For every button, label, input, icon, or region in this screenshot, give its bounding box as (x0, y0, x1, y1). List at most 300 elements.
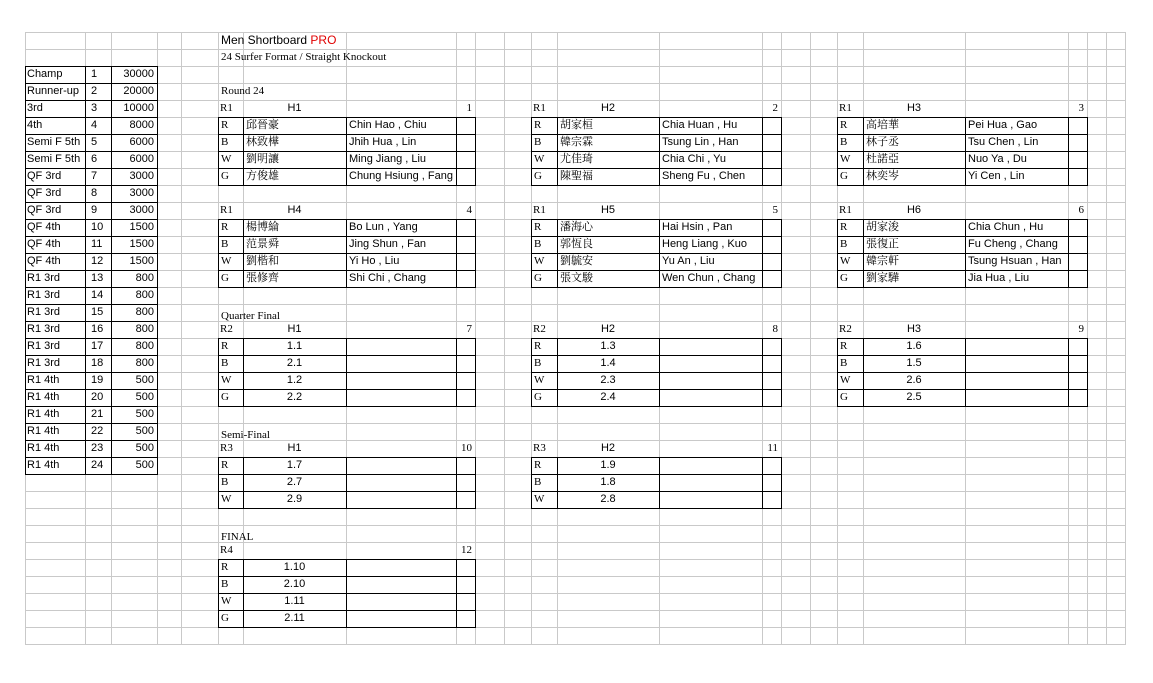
rank-points: 500 (135, 425, 154, 437)
jersey-color: G (534, 391, 542, 403)
jersey-color: G (840, 391, 848, 403)
surfer-name-en: Hai Hsin , Pan (662, 221, 733, 233)
surfer-name-zh: 張文駿 (560, 272, 593, 284)
border-line (531, 338, 532, 407)
heat-name: H1 (287, 102, 302, 114)
jersey-color: W (221, 493, 232, 505)
border-line (531, 117, 532, 186)
border-line (346, 117, 347, 186)
grid-col-line (181, 32, 182, 645)
surfer-name-en: Tsung Hsuan , Han (968, 255, 1062, 267)
surfer-name-en: Jing Shun , Fan (349, 238, 427, 250)
surfer-name-zh: 郭恆良 (560, 238, 593, 250)
border-line (531, 457, 532, 509)
heat-name: H4 (287, 204, 302, 216)
rank-label: R1 3rd (27, 289, 61, 301)
surfer-name-en: Chia Chi , Yu (662, 153, 727, 165)
rank-label: R1 4th (27, 391, 60, 403)
heat-number: 4 (466, 204, 472, 216)
grid-col-line (810, 32, 811, 645)
border-line (346, 338, 347, 407)
rank-label: R1 3rd (27, 357, 61, 369)
rank-position: 4 (91, 119, 98, 131)
jersey-color: W (840, 374, 851, 386)
jersey-color: R (534, 459, 542, 471)
seed-ref: 1.11 (284, 595, 305, 607)
rank-label: Champ (27, 68, 63, 80)
heat-name: H2 (600, 442, 616, 454)
section-semi-final: Semi-Final (221, 429, 270, 441)
seed-ref: 1.8 (600, 476, 616, 488)
surfer-name-zh: 劉毓安 (560, 255, 593, 267)
heat-name: H6 (906, 204, 922, 216)
rank-position: 2 (91, 85, 98, 97)
rank-label: R1 4th (27, 408, 60, 420)
rank-label: R1 3rd (27, 272, 61, 284)
border-line (218, 508, 476, 509)
jersey-color: B (221, 136, 229, 148)
rank-position: 23 (91, 442, 104, 454)
grid-row-line (25, 32, 1126, 33)
jersey-color: B (534, 136, 542, 148)
jersey-color: W (221, 374, 232, 386)
rank-position: 24 (91, 459, 104, 471)
jersey-color: G (221, 272, 229, 284)
border-line (863, 117, 864, 186)
rank-points: 10000 (123, 102, 154, 114)
seed-ref: 2.6 (906, 374, 922, 386)
rank-position: 19 (91, 374, 104, 386)
surfer-name-en: Heng Liang , Kuo (662, 238, 748, 250)
rank-points: 20000 (123, 85, 154, 97)
seed-ref: 1.3 (600, 340, 616, 352)
rank-points: 3000 (129, 170, 154, 182)
heat-number: 1 (466, 102, 472, 114)
rank-label: QF 4th (27, 238, 61, 250)
border-line (475, 338, 476, 407)
seed-ref: 1.2 (286, 374, 303, 386)
rank-position: 21 (91, 408, 104, 420)
surfer-name-en: Nuo Ya , Du (968, 153, 1027, 165)
jersey-color: R (840, 340, 848, 352)
jersey-color: B (534, 238, 542, 250)
surfer-name-en: Jia Hua , Liu (968, 272, 1030, 284)
grid-row-line (25, 423, 1126, 424)
border-line (475, 457, 476, 509)
surfer-name-zh: 陳聖福 (560, 170, 593, 182)
seed-ref: 1.9 (600, 459, 616, 471)
surfer-name-zh: 方俊雄 (246, 170, 279, 182)
surfer-name-zh: 劉家驊 (866, 272, 899, 284)
surfer-name-zh: 韓宗軒 (866, 255, 899, 267)
border-line (218, 117, 219, 186)
border-line (243, 117, 244, 186)
border-line (837, 117, 838, 186)
heat-round: R1 (533, 204, 546, 216)
rank-points: 6000 (129, 153, 154, 165)
heat-number: 8 (772, 323, 778, 335)
heat-round: R1 (220, 102, 233, 114)
grid-row-line (25, 627, 1126, 628)
rank-label: R1 4th (27, 425, 60, 437)
subtitle: 24 Surfer Format / Straight Knockout (221, 51, 387, 63)
jersey-color: R (840, 221, 848, 233)
seed-ref: 1.6 (906, 340, 922, 352)
rank-points: 500 (135, 391, 154, 403)
rank-points: 500 (135, 408, 154, 420)
jersey-color: B (221, 357, 229, 369)
surfer-name-zh: 胡家桓 (560, 119, 593, 131)
jersey-color: B (534, 357, 542, 369)
heat-round: R2 (220, 323, 233, 335)
heat-round: R2 (533, 323, 546, 335)
surfer-name-zh: 邱晉豪 (246, 119, 279, 131)
border-line (659, 457, 660, 509)
border-line (346, 219, 347, 288)
surfer-name-zh: 林奕岑 (866, 170, 899, 182)
border-line (781, 457, 782, 509)
seed-ref: 2.3 (600, 374, 616, 386)
section-round24: Round 24 (221, 85, 265, 97)
surfer-name-zh: 林致樺 (246, 136, 279, 148)
border-line (157, 66, 158, 475)
seed-ref: 2.1 (286, 357, 303, 369)
border-line (218, 338, 219, 407)
jersey-color: R (221, 561, 229, 573)
border-line (1087, 219, 1088, 288)
jersey-color: B (534, 476, 542, 488)
rank-position: 12 (91, 255, 104, 267)
rank-points: 800 (135, 272, 154, 284)
section-final: FINAL (221, 531, 254, 543)
border-line (475, 219, 476, 288)
jersey-color: R (221, 119, 229, 131)
surfer-name-en: Pei Hua , Gao (968, 119, 1038, 131)
border-line (863, 219, 864, 288)
border-line (762, 457, 763, 509)
heat-name: H5 (600, 204, 616, 216)
heat-number: 11 (767, 442, 778, 454)
surfer-name-zh: 范景舜 (246, 238, 279, 250)
rank-points: 800 (135, 357, 154, 369)
rank-position: 8 (91, 187, 98, 199)
heat-name: H3 (906, 102, 922, 114)
title-accent: PRO (310, 33, 337, 47)
rank-label: R1 4th (27, 459, 60, 471)
surfer-name-en: Wen Chun , Chang (662, 272, 756, 284)
border-line (781, 338, 782, 407)
heat-number: 10 (461, 442, 472, 454)
surfer-name-zh: 杜諾亞 (866, 153, 899, 165)
seed-ref: 1.1 (286, 340, 303, 352)
grid-row-line (25, 610, 1126, 611)
surfer-name-zh: 張修齊 (246, 272, 279, 284)
jersey-color: G (840, 272, 848, 284)
surfer-name-en: Ming Jiang , Liu (349, 153, 427, 165)
rank-points: 800 (135, 340, 154, 352)
rank-position: 9 (91, 204, 98, 216)
surfer-name-en: Chia Chun , Hu (968, 221, 1044, 233)
heat-name: H3 (906, 323, 922, 335)
surfer-name-en: Yi Cen , Lin (968, 170, 1025, 182)
jersey-color: G (221, 170, 229, 182)
seed-ref: 1.4 (600, 357, 616, 369)
seed-ref: 2.8 (600, 493, 616, 505)
rank-position: 16 (91, 323, 104, 335)
surfer-name-zh: 劉楷和 (246, 255, 279, 267)
border-line (781, 117, 782, 186)
surfer-name-en: Fu Cheng , Chang (968, 238, 1058, 250)
border-line (218, 406, 476, 407)
border-line (837, 185, 1088, 186)
rank-points: 800 (135, 323, 154, 335)
jersey-color: W (534, 153, 545, 165)
rank-points: 3000 (129, 187, 154, 199)
border-line (531, 185, 782, 186)
surfer-name-en: Jhih Hua , Lin (349, 136, 417, 148)
seed-ref: 1.7 (286, 459, 303, 471)
grid-row-line (25, 66, 1126, 67)
surfer-name-zh: 韓宗霖 (560, 136, 593, 148)
heat-round: R1 (839, 102, 852, 114)
rank-position: 15 (91, 306, 104, 318)
grid-col-line (504, 32, 505, 645)
surfer-name-en: Shi Chi , Chang (349, 272, 427, 284)
heat-round: R1 (220, 204, 233, 216)
rank-label: R1 4th (27, 374, 60, 386)
jersey-color: B (840, 238, 848, 250)
jersey-color: W (221, 153, 232, 165)
border-line (218, 627, 476, 628)
rank-label: 3rd (27, 102, 43, 114)
border-line (243, 219, 244, 288)
jersey-color: B (840, 357, 848, 369)
border-line (1087, 117, 1088, 186)
border-line (25, 66, 26, 475)
surfer-name-zh: 劉明讓 (246, 153, 279, 165)
jersey-color: B (221, 238, 229, 250)
border-line (218, 559, 219, 628)
surfer-name-zh: 高培華 (866, 119, 899, 131)
border-line (346, 457, 347, 509)
rank-points: 8000 (129, 119, 154, 131)
jersey-color: W (221, 255, 232, 267)
jersey-color: R (221, 221, 229, 233)
border-line (837, 287, 1088, 288)
grid-col-line (1106, 32, 1107, 645)
rank-points: 1500 (129, 238, 154, 250)
border-line (531, 406, 782, 407)
border-line (781, 219, 782, 288)
surfer-name-en: Tsung Lin , Han (662, 136, 739, 148)
rank-label: Semi F 5th (27, 153, 81, 165)
rank-label: R1 3rd (27, 323, 61, 335)
jersey-color: B (221, 476, 229, 488)
seed-ref: 2.9 (286, 493, 303, 505)
rank-label: QF 3rd (27, 187, 62, 199)
jersey-color: R (221, 459, 229, 471)
heat-number: 12 (461, 544, 472, 556)
border-line (25, 474, 158, 475)
heat-name: H2 (600, 102, 616, 114)
surfer-name-en: Tsu Chen , Lin (968, 136, 1039, 148)
border-line (1087, 338, 1088, 407)
rank-position: 20 (91, 391, 104, 403)
jersey-color: W (534, 493, 545, 505)
jersey-color: R (534, 340, 542, 352)
rank-position: 10 (91, 221, 104, 233)
rank-position: 6 (91, 153, 98, 165)
surfer-name-zh: 潘海心 (560, 221, 593, 233)
rank-points: 500 (135, 459, 154, 471)
surfer-name-zh: 尤佳琦 (560, 153, 593, 165)
border-line (218, 457, 219, 509)
heat-number: 9 (1078, 323, 1084, 335)
heat-round: R3 (220, 442, 233, 454)
heat-round: R4 (220, 544, 233, 556)
seed-ref: 1.5 (906, 357, 922, 369)
border-line (557, 219, 558, 288)
rank-points: 1500 (129, 221, 154, 233)
border-line (557, 117, 558, 186)
border-line (837, 219, 838, 288)
seed-ref: 2.11 (284, 612, 305, 624)
rank-points: 800 (135, 289, 154, 301)
rank-label: R1 4th (27, 442, 60, 454)
surfer-name-en: Bo Lun , Yang (349, 221, 418, 233)
border-line (456, 457, 457, 509)
surfer-name-zh: 林子丞 (866, 136, 899, 148)
rank-label: R1 3rd (27, 306, 61, 318)
surfer-name-zh: 張復正 (866, 238, 899, 250)
rank-points: 6000 (129, 136, 154, 148)
heat-name: H2 (600, 323, 616, 335)
grid-row-line (25, 49, 1126, 50)
border-line (531, 508, 782, 509)
heat-round: R2 (839, 323, 852, 335)
heat-number: 2 (772, 102, 778, 114)
jersey-color: R (534, 221, 542, 233)
seed-ref: 2.2 (286, 391, 303, 403)
surfer-name-en: Yu An , Liu (662, 255, 715, 267)
rank-position: 1 (91, 68, 98, 80)
rank-points: 800 (135, 306, 154, 318)
surfer-name-zh: 胡家浚 (866, 221, 899, 233)
border-line (837, 338, 838, 407)
jersey-color: R (534, 119, 542, 131)
rank-label: QF 4th (27, 221, 61, 233)
border-line (965, 338, 966, 407)
rank-label: QF 3rd (27, 170, 62, 182)
border-line (659, 338, 660, 407)
rank-position: 5 (91, 136, 98, 148)
seed-ref: 2.5 (906, 391, 922, 403)
rank-label: Runner-up (27, 85, 79, 97)
grid-row-line (25, 593, 1126, 594)
heat-name: H1 (287, 442, 302, 454)
jersey-color: G (221, 391, 229, 403)
rank-label: QF 4th (27, 255, 61, 267)
rank-position: 22 (91, 425, 104, 437)
border-line (218, 219, 219, 288)
border-line (456, 559, 457, 628)
border-line (531, 287, 782, 288)
jersey-color: W (534, 374, 545, 386)
jersey-color: W (840, 153, 851, 165)
grid-row-line (25, 304, 1126, 305)
rank-label: R1 3rd (27, 340, 61, 352)
rank-points: 3000 (129, 204, 154, 216)
grid-row-line (25, 644, 1126, 645)
grid-row-line (25, 559, 1126, 560)
border-line (1068, 338, 1069, 407)
heat-number: 6 (1078, 204, 1084, 216)
grid-row-line (25, 525, 1126, 526)
jersey-color: W (840, 255, 851, 267)
jersey-color: B (840, 136, 848, 148)
surfer-name-en: Chia Huan , Hu (662, 119, 738, 131)
heat-name: H1 (287, 323, 302, 335)
jersey-color: G (534, 170, 542, 182)
rank-points: 30000 (123, 68, 154, 80)
rank-position: 11 (91, 238, 103, 250)
jersey-color: B (221, 578, 229, 590)
border-line (218, 185, 476, 186)
border-line (456, 338, 457, 407)
rank-points: 500 (135, 442, 154, 454)
jersey-color: R (840, 119, 848, 131)
grid-col-line (1125, 32, 1126, 645)
rank-points: 1500 (129, 255, 154, 267)
border-line (762, 338, 763, 407)
rank-label: 4th (27, 119, 43, 131)
border-line (475, 117, 476, 186)
surfer-name-en: Sheng Fu , Chen (662, 170, 746, 182)
grid-row-line (25, 83, 1126, 84)
heat-number: 5 (772, 204, 778, 216)
jersey-color: G (840, 170, 848, 182)
rank-label: Semi F 5th (27, 136, 81, 148)
heat-round: R1 (533, 102, 546, 114)
surfer-name-en: Chung Hsiung , Fang (349, 170, 453, 182)
border-line (531, 219, 532, 288)
jersey-color: G (534, 272, 542, 284)
surfer-name-en: Chin Hao , Chiu (349, 119, 427, 131)
surfer-name-en: Yi Ho , Liu (349, 255, 400, 267)
heat-number: 7 (466, 323, 472, 335)
rank-position: 7 (91, 170, 98, 182)
border-line (85, 66, 86, 475)
seed-ref: 2.4 (600, 391, 616, 403)
rank-position: 3 (91, 102, 98, 114)
rank-position: 17 (91, 340, 104, 352)
border-line (346, 559, 347, 628)
seed-ref: 2.10 (283, 578, 306, 590)
rank-position: 14 (91, 289, 104, 301)
heat-number: 3 (1078, 102, 1084, 114)
jersey-color: R (221, 340, 229, 352)
border-line (837, 406, 1088, 407)
heat-round: R1 (839, 204, 852, 216)
seed-ref: 1.10 (283, 561, 306, 573)
grid-row-line (25, 576, 1126, 577)
rank-points: 500 (135, 374, 154, 386)
jersey-color: G (221, 612, 229, 624)
rank-label: QF 3rd (27, 204, 62, 216)
jersey-color: W (534, 255, 545, 267)
grid-row-line (25, 542, 1126, 543)
border-line (475, 559, 476, 628)
